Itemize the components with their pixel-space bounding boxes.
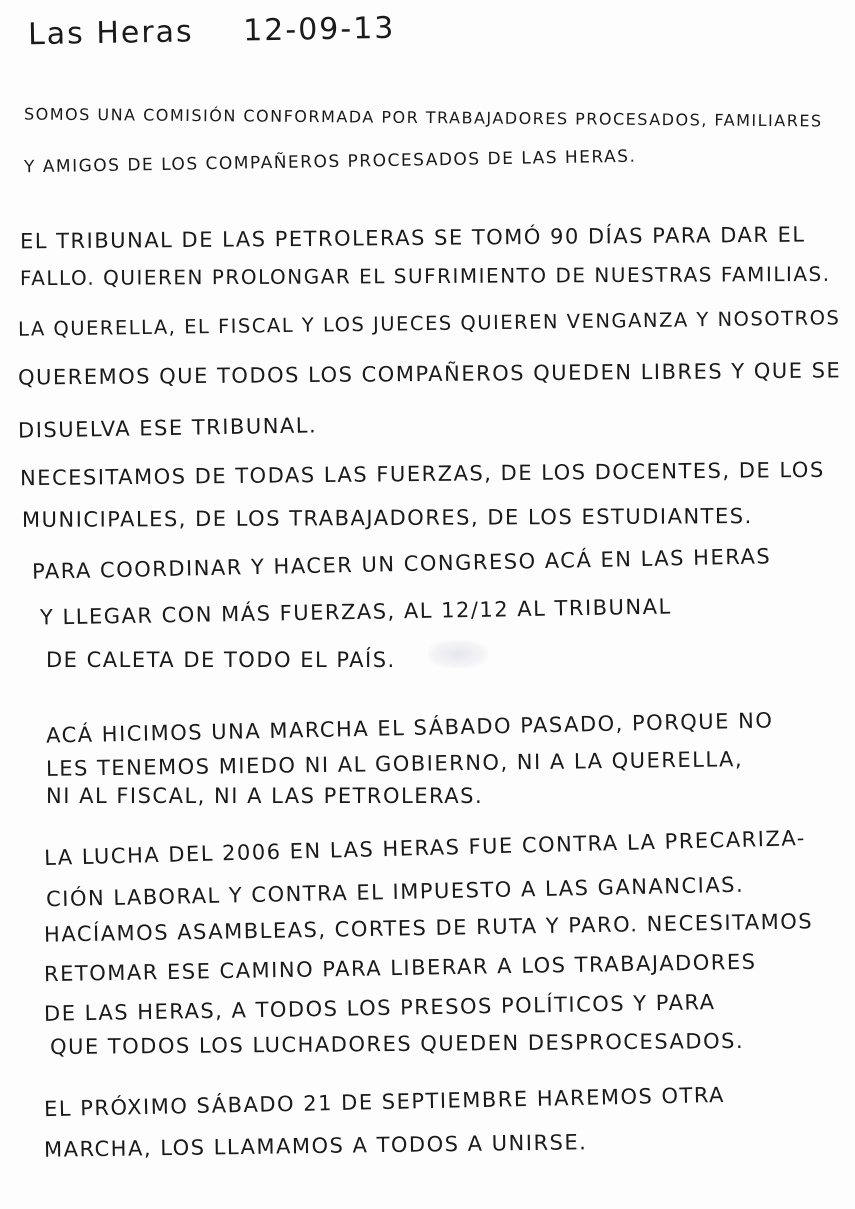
text-line: DISUELVA ESE TRIBUNAL.: [17, 413, 318, 443]
text-line: RETOMAR ESE CAMINO PARA LIBERAR A LOS TRABAJADORES: [43, 949, 757, 987]
text-line: EL PRÓXIMO SÁBADO 21 DE SEPTIEMBRE HAREMOS OTRA: [43, 1082, 726, 1122]
header-place: Las Heras: [27, 14, 194, 53]
text-line: QUE TODOS LOS LUCHADORES QUEDEN DESPROCESADOS.: [49, 1028, 745, 1060]
text-line: NECESITAMOS DE TODAS LAS FUERZAS, DE LOS DOCENTES, DE LOS: [19, 457, 825, 491]
text-line: LA QUERELLA, EL FISCAL Y LOS JUECES QUIEREN VENGANZA Y NOSOTROS: [17, 306, 841, 341]
text-line: PARA COORDINAR Y HACER UN CONGRESO ACÁ EN LAS HERAS: [31, 544, 772, 584]
ink-smudge: [428, 640, 488, 668]
text-line: FALLO. QUIEREN PROLONGAR EL SUFRIMIENTO DE NUESTRAS FAMILIAS.: [19, 261, 831, 291]
header-date: 12-09-13: [242, 10, 396, 49]
text-line: SOMOS UNA COMISIÓN CONFORMADA POR TRABAJADORES PROCESADOS, FAMILIARES: [23, 104, 823, 131]
text-line: MARCHA, LOS LLAMAMOS A TODOS A UNIRSE.: [43, 1130, 588, 1162]
text-line: LA LUCHA DEL 2006 EN LAS HERAS FUE CONTRA LA PRECARIZA-: [43, 826, 807, 870]
text-line: Y AMIGOS DE LOS COMPAÑEROS PROCESADOS DE LAS HERAS.: [23, 146, 637, 178]
text-line: DE LAS HERAS, A TODOS LOS PRESOS POLÍTICOS Y PARA: [43, 990, 716, 1026]
text-line: QUEREMOS QUE TODOS LOS COMPAÑEROS QUEDEN LIBRES Y QUE SE: [17, 358, 842, 390]
text-line: EL TRIBUNAL DE LAS PETROLERAS SE TOMÓ 90 DÍAS PARA DAR EL: [19, 222, 806, 254]
text-line: DE CALETA DE TODO EL PAÍS.: [46, 648, 396, 672]
text-line: NI AL FISCAL, NI A LAS PETROLERAS.: [46, 784, 484, 808]
text-line: Y LLEGAR CON MÁS FUERZAS, AL 12/12 AL TRIBUNAL: [39, 594, 672, 630]
text-line: HACÍAMOS ASAMBLEAS, CORTES DE RUTA Y PARO. NECESITAMOS: [43, 909, 814, 947]
text-line: ACÁ HICIMOS UNA MARCHA EL SÁBADO PASADO, PORQUE NO: [45, 708, 774, 748]
text-line: LES TENEMOS MIEDO NI AL GOBIERNO, NI A LA QUERELLA,: [45, 747, 744, 781]
letter-header: [28, 11, 396, 52]
text-line: CIÓN LABORAL Y CONTRA EL IMPUESTO A LAS GANANCIAS.: [45, 872, 745, 912]
text-line: MUNICIPALES, DE LOS TRABAJADORES, DE LOS ESTUDIANTES.: [21, 504, 753, 532]
